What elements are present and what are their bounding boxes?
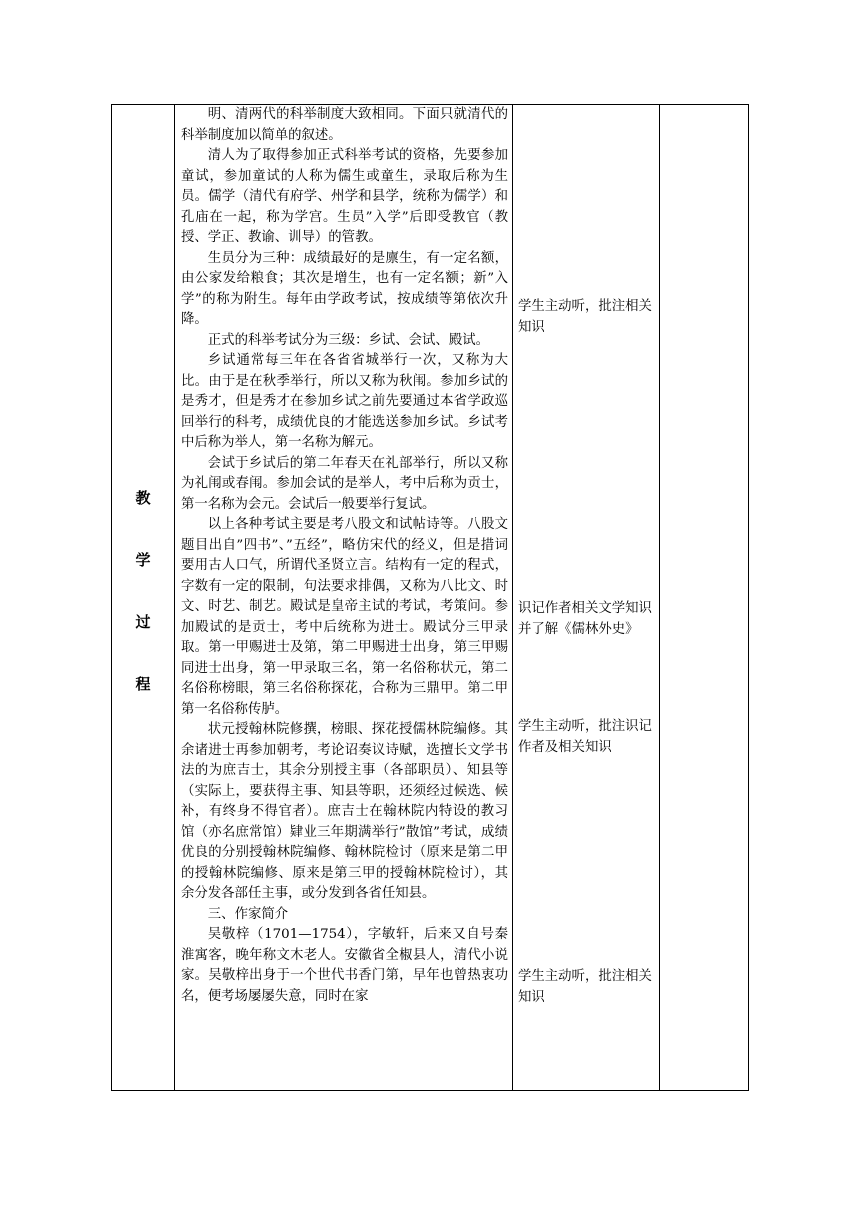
content-paragraph: 吴敬梓（1701—1754），字敏轩，后来又自号秦淮寓客，晚年称文木老人。安徽省全椒县人，清代小说家。吴敬梓出身于一个世代书香门第，早年也曾热衷功名，便考场屡屡失意，同时在家	[181, 927, 508, 1004]
activity-note: 学生主动听，批注相关知识	[518, 299, 652, 335]
content-paragraph: 以上各种考试主要是考八股文和试帖诗等。八股文题目出自”四书”、”五经”，略仿宋代的经义，但是措词要用古人口气，所谓代圣贤立言。结构有一定的程式，字数有一定的限制，句法要求排偶，又称为八比文、时文、时艺、制艺。殿试是皇帝主试的考试，考策问。参加殿试的是贡士，考中后统称为进士。殿试分三甲录取。第一甲赐进士及第，第二甲赐进士出身，第三甲赐同进士出身，第一甲录取三名，第一名俗称状元，第二名俗称榜眼，第三名俗称探花，合称为三鼎甲。第二甲第一名俗称传胪。	[181, 517, 508, 717]
content-paragraph: 正式的科举考试分为三级：乡试、会试、殿试。	[207, 332, 489, 348]
stage-label-char: 教	[135, 489, 151, 507]
content-cell	[175, 105, 513, 1091]
stage-label-char: 过	[135, 613, 151, 631]
activity-note: 学生主动听，批注识记作者及相关知识	[518, 719, 652, 755]
table-row	[112, 105, 749, 1091]
stage-label-char: 学	[135, 551, 151, 569]
content-paragraph: 生员分为三种：成绩最好的是廪生，有一定名额，由公家发给粮食；其次是增生，也有一定名额；新”入学”的称为附生。每年由学政考试，按成绩等第依次升降。	[181, 250, 508, 327]
content-paragraph: 明、清两代的科举制度大致相同。下面只就清代的科举制度加以简单的叙述。	[181, 107, 508, 143]
activity-note: 识记作者相关文学知识并了解《儒林外史》	[518, 601, 652, 637]
section-heading: 三、作家简介	[207, 906, 289, 922]
student-activity-cell	[513, 105, 660, 1091]
content-paragraph: 会试于乡试后的第二年春天在礼部举行，所以又称为礼闱或春闱。参加会试的是举人，考中后称为贡士，第一名称为会元。会试后一般要举行复试。	[181, 455, 508, 512]
activity-note: 学生主动听，批注相关知识	[518, 969, 652, 1005]
content-paragraph: 乡试通常每三年在各省省城举行一次，又称为大比。由于是在秋季举行，所以又称为秋闱。参加乡试的是秀才，但是秀才在参加乡试之前先要通过本省学政巡回举行的科考，成绩优良的才能选送参加乡试。乡试考中后称为举人，第一名称为解元。	[181, 353, 508, 450]
stage-label-char: 程	[135, 675, 151, 693]
lesson-plan-table	[111, 104, 749, 1091]
content-paragraph: 状元授翰林院修撰，榜眼、探花授儒林院编修。其余诸进士再参加朝考，考论诏奏议诗赋，选擅长文学书法的为庶吉士，其余分别授主事（各部职员）、知县等（实际上，要获得主事、知县等职，还须经过候选、候补，有终身不得官者）。庶吉士在翰林院内特设的教习馆（亦名庶常馆）肄业三年期满举行”散馆”考试，成绩优良的分别授翰林院编修、翰林院检讨（原来是第二甲的授翰林院编修、原来是第三甲的授翰林院检讨），其余分发各部任主事，或分发到各省任知县。	[181, 722, 508, 901]
stage-cell	[112, 105, 175, 1091]
content-paragraph: 清人为了取得参加正式科举考试的资格，先要参加童试，参加童试的人称为儒生或童生，录取后称为生员。儒学（清代有府学、州学和县学，统称为儒学）和孔庙在一起，称为学宫。生员”入学”后即受教官（教授、学正、教谕、训导）的管教。	[181, 148, 508, 245]
remarks-cell	[660, 105, 749, 1091]
